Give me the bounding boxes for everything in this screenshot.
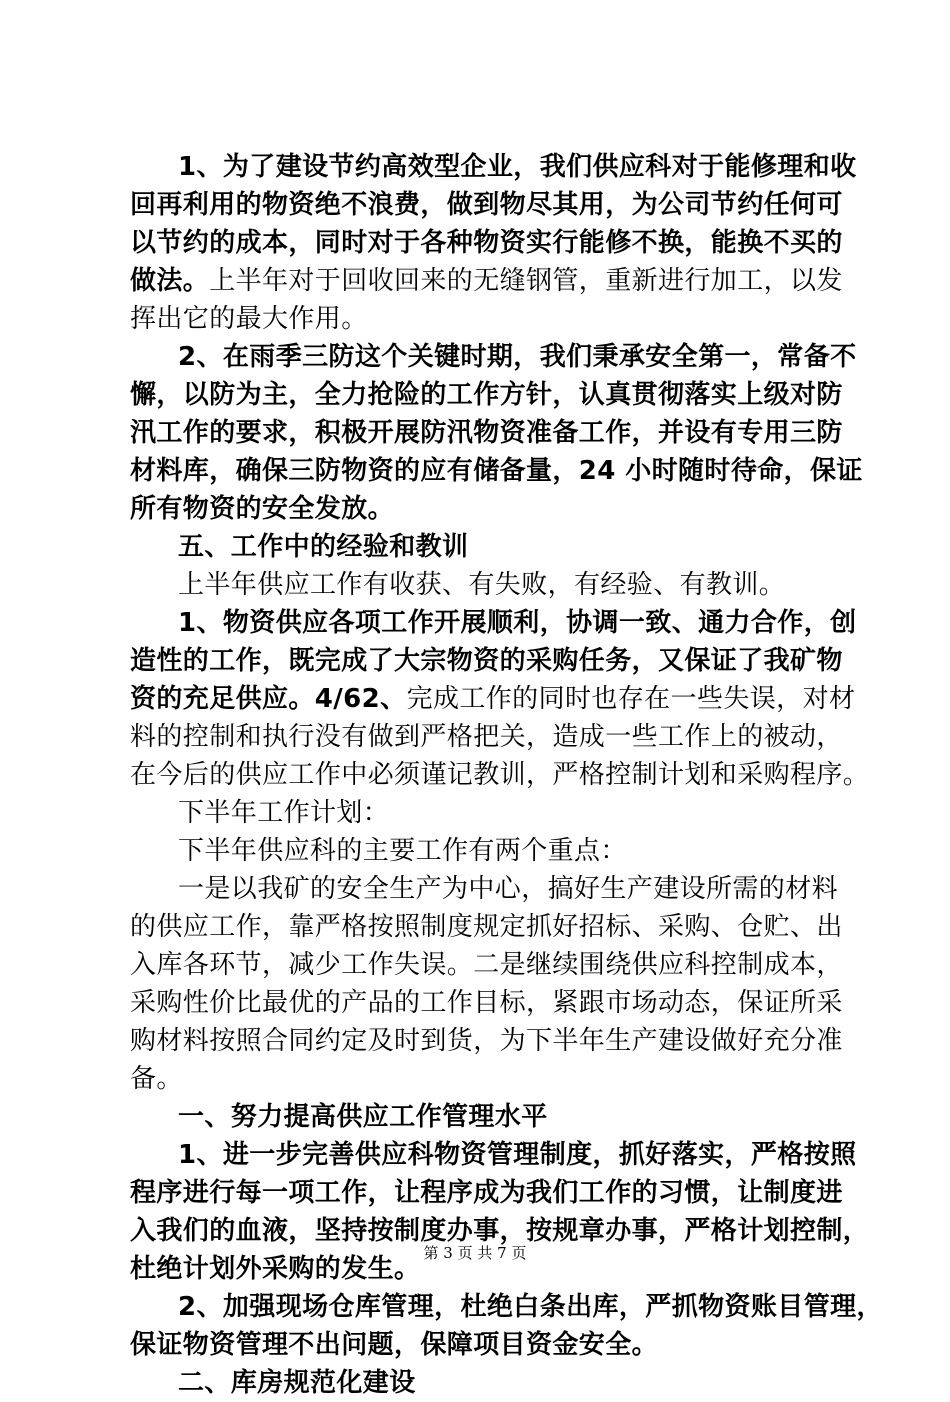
text-line: 杜绝计划外采购的发生。 <box>130 1254 421 1284</box>
text-line: 汛工作的要求，积极开展防汛物资准备工作，并设有专用三防 <box>130 418 843 448</box>
text-line-bold-part: 做法。 <box>130 266 210 296</box>
text-line-bold-part: 资的充足供应。4/62、 <box>130 684 407 714</box>
text-line: 程序进行每一项工作，让程序成为我们工作的习惯，让制度进 <box>130 1178 843 1208</box>
text-line: 懈，以防为主，全力抢险的工作方针，认真贯彻落实上级对防 <box>130 380 843 410</box>
text-line: 购材料按照合同约定及时到货，为下半年生产建设做好充分准 <box>130 1026 843 1056</box>
text-line-light-part: 上半年对于回收回来的无缝钢管，重新进行加工，以发 <box>209 266 843 296</box>
text-line <box>130 262 843 300</box>
text-line: 挥出它的最大作用。 <box>130 304 368 334</box>
text-line: 下半年供应科的主要工作有两个重点： <box>178 836 627 866</box>
text-line: 入我们的血液，坚持按制度办事，按规章办事，严格计划控制， <box>130 1216 870 1246</box>
text-line: 在今后的供应工作中必须谨记教训，严格控制计划和采购程序。 <box>130 760 870 790</box>
text-line: 2、加强现场仓库管理，杜绝白条出库，严抓物资账目管理， <box>178 1292 883 1322</box>
text-line: 五、工作中的经验和教训 <box>178 532 469 562</box>
text-line: 1、为了建设节约高效型企业，我们供应科对于能修理和收 <box>178 152 857 182</box>
text-line: 以节约的成本，同时对于各种物资实行能修不换，能换不买的 <box>130 228 843 258</box>
text-line: 二、库房规范化建设 <box>178 1368 416 1398</box>
text-line: 下半年工作计划： <box>178 798 390 828</box>
text-line: 材料库，确保三防物资的应有储备量，24 小时随时待命，保证 <box>130 456 863 486</box>
text-line: 回再利用的物资绝不浪费，做到物尽其用，为公司节约任何可 <box>130 190 843 220</box>
text-line: 1、进一步完善供应科物资管理制度，抓好落实，严格按照 <box>178 1140 857 1170</box>
text-line: 所有物资的安全发放。 <box>130 494 395 524</box>
text-line: 2、在雨季三防这个关键时期，我们秉承安全第一，常备不 <box>178 342 857 372</box>
text-line: 上半年供应工作有收获、有失败，有经验、有教训。 <box>178 570 786 600</box>
document-body <box>130 148 883 1402</box>
text-line: 1、物资供应各项工作开展顺利，协调一致、通力合作，创 <box>178 608 857 638</box>
text-line <box>130 680 856 718</box>
text-line-light-part: 完成工作的同时也存在一些失误，对材 <box>406 684 856 714</box>
text-line: 采购性价比最优的产品的工作目标，紧跟市场动态，保证所采 <box>130 988 843 1018</box>
text-line: 料的控制和执行没有做到严格把关，造成一些工作上的被动， <box>130 722 843 752</box>
text-line: 一是以我矿的安全生产为中心，搞好生产建设所需的材料 <box>178 874 839 904</box>
text-line: 的供应工作，靠严格按照制度规定抓好招标、采购、仓贮、出 <box>130 912 843 942</box>
text-line: 保证物资管理不出问题，保障项目资金安全。 <box>130 1330 659 1360</box>
text-line: 一、努力提高供应工作管理水平 <box>178 1102 548 1132</box>
page-footer: 第 3 页 共 7 页 <box>423 1244 527 1262</box>
text-line: 入库各环节，减少工作失误。二是继续围绕供应科控制成本， <box>130 950 843 980</box>
text-line: 备。 <box>130 1064 183 1094</box>
text-line: 造性的工作，既完成了大宗物资的采购任务，又保证了我矿物 <box>130 646 843 676</box>
